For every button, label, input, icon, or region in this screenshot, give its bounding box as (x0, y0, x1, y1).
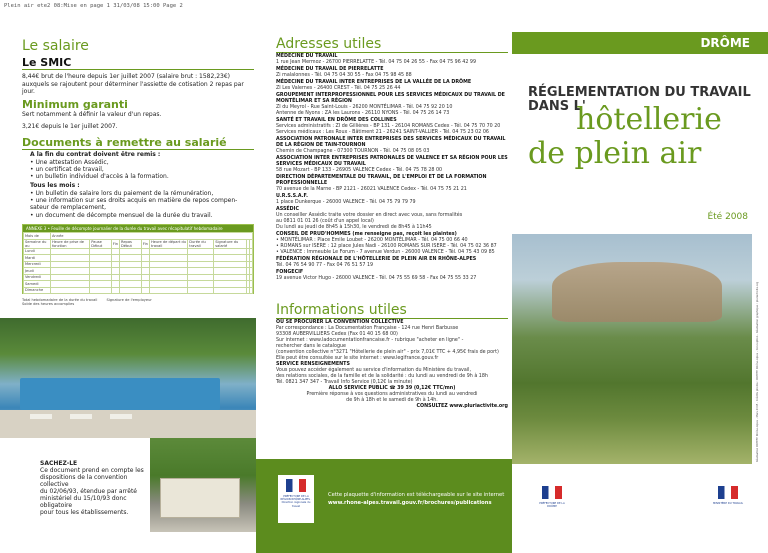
address-line: Zi malalonnes - Tél. 04 75 04 30 55 - Fax 04 75 98 45 88 (276, 73, 412, 78)
annexe-signature: Signature de l'employeur (106, 298, 152, 302)
french-flag-icon (286, 479, 306, 492)
list-item: • une information sur ses droits acquis en matière de repos compen- (30, 197, 238, 205)
docs-heading-1: A la fin du contrat doivent être remis : (30, 151, 161, 158)
address-entry (276, 156, 508, 174)
address-line: Services administratifs : ZI de Gillières - BP 131 - 26104 ROMANS Cedex - Tél. 04 75 70 70 20 (276, 124, 501, 129)
address-line: • MONTÉLIMAR : Place Emile Loubet - 26200 MONTÉLIMAR - Tél. 04 75 00 66 40 (276, 238, 468, 243)
publication-text (328, 491, 508, 507)
village-photo (512, 234, 752, 464)
info-heading: OÙ SE PROCURER LA CONVENTION COLLECTIVE (276, 320, 404, 325)
logo-text: MINISTÈRE DU TRAVAIL (712, 502, 744, 505)
minimum-title: Minimum garanti (22, 98, 128, 111)
info-line: Sur internet : www.ladocumentationfrancaise.fr - rubrique "acheter en ligne" - (276, 338, 464, 343)
minimum-text-1: Sert notamment à définir la valeur d'un repas. (22, 111, 162, 118)
address-line: Tél. 04 76 54 90 77 - Fax 04 76 51 57 19 (276, 263, 374, 268)
annexe-col: Heure de départ du travail (150, 239, 187, 248)
address-line: au 0811 01 01 26 (coût d'un appel local) (276, 219, 374, 224)
annexe-col: Semaine du au (24, 239, 51, 248)
address-entry (276, 54, 508, 66)
info-line: Elle peut être consultée sur le site internet : www.legifrance.gouv.fr (276, 356, 439, 361)
address-line: • VALENCE : Immeuble Le Forum - 7 avenue Verdun - 26000 VALENCE - Tél. 04 75 43 09 85 (276, 250, 495, 255)
annexe-heading: ANNEXE 3 • Feuille de décompte journalier de la durée du travail avec récapitulatif hebdomadaire (23, 225, 253, 232)
french-flag-icon (542, 486, 562, 499)
address-title: FÉDÉRATION RÉGIONALE DE L'HÔTELLERIE DE PLEIN AIR EN RHÔNE-ALPES (276, 257, 477, 262)
smic-text: 8,44€ brut de l'heure depuis 1er juillet 2007 (salaire brut : 1582,23€) auxquels se rajoutent pour déterminer l'assiette de cotisation 2 repas par jour. (22, 73, 244, 95)
annexe-table (22, 224, 254, 294)
publication-banner (256, 459, 512, 553)
divider (22, 69, 254, 70)
address-title: FONGECIF (276, 270, 304, 275)
annexe-day: Jeudi (24, 268, 51, 275)
sachez-line: dispositions de la convention collective (40, 474, 128, 488)
address-line: ZI Les Valernes - 26400 CREST - Tél. 04 75 25 26 44 (276, 86, 401, 91)
smic-title: Le SMIC (22, 56, 72, 69)
info-line: Première réponse à vos questions administratives du lundi au vendredi (306, 392, 478, 397)
address-line: Services médicaux : Les Roux - Bâtiment 21 - 26241 SAINT-VALLIER - Tél. 04 75 23 02 06 (276, 130, 489, 135)
list-item: • Une attestation Assédic, (30, 159, 109, 166)
adresses-title: Adresses utiles (276, 36, 382, 52)
pool-photo (0, 318, 256, 438)
cover-title-line-1: RÉGLEMENTATION DU TRAVAIL (528, 85, 751, 100)
logo-text: PRÉFECTURE DE LA RÉGION RHÔNE-ALPES · Direction régionale du travail (280, 495, 312, 508)
address-list (276, 54, 508, 283)
salaire-title: Le salaire (22, 38, 89, 54)
sachez-line: Ce document prend en compte les (40, 467, 144, 474)
address-entry (276, 257, 508, 269)
address-title: GROUPEMENT INTERPROFESSIONNEL POUR LES SERVICES MÉDICAUX DU TRAVAIL DE MONTÉLIMAR ET SA RÉGION (276, 93, 505, 104)
address-line: ZI du Meyrol - Rue Saint-Louis - 26200 MONTÉLIMAR - Tél. 04 75 92 20 10 (276, 105, 453, 110)
address-entry (276, 118, 508, 136)
print-header: Plein air ete2 08:Mise en page 1 31/03/08 15:00 Page 2 (4, 3, 183, 9)
publication-url[interactable]: www.rhone-alpes.travail.gouv.fr/brochures/publications (328, 500, 492, 506)
minimum-text-2: 3,21€ depuis le 1er juillet 2007. (22, 123, 118, 130)
address-title: U.R.S.S.A.F. (276, 194, 308, 199)
pool-water (20, 378, 220, 410)
address-title: SANTÉ ET TRAVAIL EN DRÔME DES COLLINES (276, 118, 397, 123)
annexe-day: Vendredi (24, 274, 51, 281)
address-entry (276, 270, 508, 282)
address-title: ASSOCIATION PATRONALE INTER ENTREPRISES DES SERVICES MÉDICAUX DU TRAVAIL DE LA RÉGION DE TAIN-TOURNON (276, 137, 506, 148)
info-line: (convention collective n°3271 "Hôtellerie de plein air" - prix 7,01€ TTC + 4,95€ frais de port) (276, 350, 499, 355)
deck-chair (70, 414, 92, 419)
publication-line: Cette plaquette d'information est téléchargeable sur le site internet (328, 492, 505, 498)
sachez-line: ministériel du 15/10/93 donc obligatoire (40, 495, 127, 509)
info-block (276, 320, 508, 410)
drome-label: DRÔME (700, 36, 750, 50)
divider (22, 149, 254, 150)
address-line: 58 rue Mozart - BP 133 - 26905 VALENCE Cedex - Tél. 04 75 78 28 00 (276, 168, 443, 173)
info-line: Par correspondance : La Documentation Française - 124 rue Henri Barbusse (276, 326, 459, 331)
address-entry (276, 67, 508, 79)
info-line: 93308 AUBERVILLIERS Cedex (Fax 01 40 15 68 00) (276, 332, 398, 337)
info-heading: ALLO SERVICE PUBLIC ☎ 39 39 (0,12€ TTC/mn) (328, 386, 456, 391)
prefecture-logo (278, 475, 314, 523)
address-entry (276, 232, 508, 256)
annexe-col: Fin (111, 239, 119, 248)
info-line: rechercher dans le catalogue (276, 344, 346, 349)
info-line: Vous pouvez accéder également au service d'information du Ministère du travail, (276, 368, 471, 373)
divider (276, 318, 508, 319)
docs-list-1 (30, 159, 250, 181)
sachez-title: SACHEZ-LE (40, 460, 78, 467)
address-title: ASSOCIATION INTER ENTREPRISES PATRONALES DE VALENCE ET SA RÉGION POUR LES SERVICES MÉDICAUX DU TRAVAIL (276, 156, 508, 167)
address-title: ASSÉDIC (276, 207, 299, 212)
mobile-home (160, 478, 240, 518)
documents-title: Documents à remettre au salarié (22, 136, 227, 149)
cover-title-line-2: DANS L' (528, 99, 586, 114)
address-line: Antenne de Nyons : ZA les Laurons - 26110 NYONS - Tél. 04 75 26 14 73 (276, 111, 450, 116)
info-line: des relations sociales, de la famille et de la solidarité : du lundi au vendredi de 9h à 18h (276, 374, 488, 379)
annexe-grid (23, 232, 253, 294)
list-item: • un document de décompte mensuel de la durée du travail. (30, 211, 213, 219)
info-heading: CONSULTEZ www.pluriactivite.org (416, 404, 508, 409)
address-title: MÉDECINE DU TRAVAIL (276, 54, 338, 59)
annexe-day: Lundi (24, 248, 51, 255)
annexe-solde: Solde des heures accomplies (22, 302, 75, 306)
info-title: Informations utiles (276, 302, 407, 318)
address-line: 1 rue Jean Mermoz - 26700 PIERRELATTE - Tél. 04 75 04 26 55 - Fax 04 75 96 42 99 (276, 60, 477, 65)
drome-banner (512, 32, 768, 54)
annexe-day: Samedi (24, 281, 51, 288)
annexe-day: Dimanche (24, 287, 51, 294)
deck-chair (110, 414, 132, 419)
address-title: MÉDECINE DU TRAVAIL INTER ENTREPRISES DE LA VALLÉE DE LA DRÔME (276, 80, 472, 85)
address-title: MÉDECINE DU TRAVAIL DE PIERRELATTE (276, 67, 384, 72)
annexe-col: Mois de (24, 233, 51, 240)
annexe-col: Signature du salarié (214, 239, 247, 248)
address-line: 1 place Dunkerque - 26000 VALENCE - Tél. 04 75 79 79 79 (276, 200, 416, 205)
docs-heading-2: Tous les mois : (30, 182, 80, 189)
annexe-col: Fin (141, 239, 149, 248)
docs-list-2 (30, 190, 250, 219)
address-entry (276, 194, 508, 206)
mobile-home-photo (150, 438, 256, 532)
list-item: • un certificat de travail, (30, 166, 104, 174)
address-entry (276, 80, 508, 92)
french-flag-icon (718, 486, 738, 499)
annexe-total: Total hebdomadaire de la durée du travail (22, 298, 98, 302)
edition-label: Été 2008 (707, 212, 748, 222)
sachez-line: pour tous les établissements. (40, 509, 129, 516)
address-entry (276, 207, 508, 231)
sachez-line: du 02/06/93, étendue par arrêté (40, 488, 137, 495)
info-line: de 9h à 18h et le samedi de 9h à 14h. (346, 398, 438, 403)
list-item: sateur de remplacement, (30, 204, 107, 212)
prefecture-drome-logo (534, 482, 570, 530)
address-line: Un conseiller Assédic traite votre dossier en direct avec vous, sans formalités (276, 213, 463, 218)
cover-hotellerie: hôtellerie (576, 102, 722, 137)
ministere-logo (710, 482, 746, 530)
address-line: • ROMANS sur ISERE : 12 place Jules Nadi - 26100 ROMANS SUR ISERE - Tél. 04 75 02 36 87 (276, 244, 497, 249)
annexe-day: Mardi (24, 255, 51, 262)
annexe-col: Pause Début (90, 239, 112, 248)
annexe-col: Durée du travail (188, 239, 214, 248)
list-item: • Un bulletin de salaire lors du paiement de la rémunération, (30, 190, 214, 197)
divider (276, 52, 508, 53)
village (552, 262, 722, 322)
address-title: CONSEIL DE PRUD'HOMMES (me renseigne pas, reçoit les plaintes) (276, 232, 457, 237)
left-panel (0, 12, 256, 553)
list-item: • un bulletin individuel d'accès à la formation. (30, 173, 169, 181)
annexe-day: Mercredi (24, 261, 51, 268)
address-line: Chemin de Champagne - 07300 TOURNON - Tél. 04 75 08 05 03 (276, 149, 430, 154)
info-line: Tél. 0821 347 347 - Travail Info Service (0,12€ la minute) (276, 380, 413, 385)
address-entry (276, 137, 508, 155)
address-line: Du lundi au jeudi de 8h45 à 15h30, le vendredi de 8h45 à 11h45 (276, 225, 432, 230)
right-panel (512, 12, 768, 553)
annexe-col: Heure de prise de fonction (50, 239, 89, 248)
address-entry (276, 93, 508, 117)
deck-chair (30, 414, 52, 419)
info-heading: SERVICE RENSEIGNEMENTS (276, 362, 350, 367)
annexe-footer (22, 298, 254, 306)
address-line: 70 avenue de la Marne - BP 2121 - 26021 VALENCE Cedex - Tél. 04 75 75 21 21 (276, 187, 467, 192)
address-line: 19 avenue Victor Hugo - 26000 VALENCE - Tél. 04 75 55 69 58 - Fax 04 75 55 33 27 (276, 276, 477, 281)
annexe-col: Repas Début (120, 239, 142, 248)
sachez-le-note (40, 460, 150, 516)
annexe-col: Année (50, 233, 252, 240)
address-title: DIRECTION DÉPARTEMENTALE DU TRAVAIL, DE L'EMPLOI ET DE LA FORMATION PROFESSIONNELLE (276, 175, 487, 186)
middle-panel (256, 12, 512, 553)
address-entry (276, 175, 508, 193)
cover-plein-air: de plein air (528, 136, 702, 171)
logo-text: PRÉFECTURE DE LA DRÔME (539, 502, 565, 509)
credits-vertical: Réalisation DRTEFP Rhône-Alpes - Mars 2008 - Crédits photos : DRTEFP Rhône-Alpes - Conception - Réalisation graphique : pluriactivite.org (756, 281, 759, 462)
